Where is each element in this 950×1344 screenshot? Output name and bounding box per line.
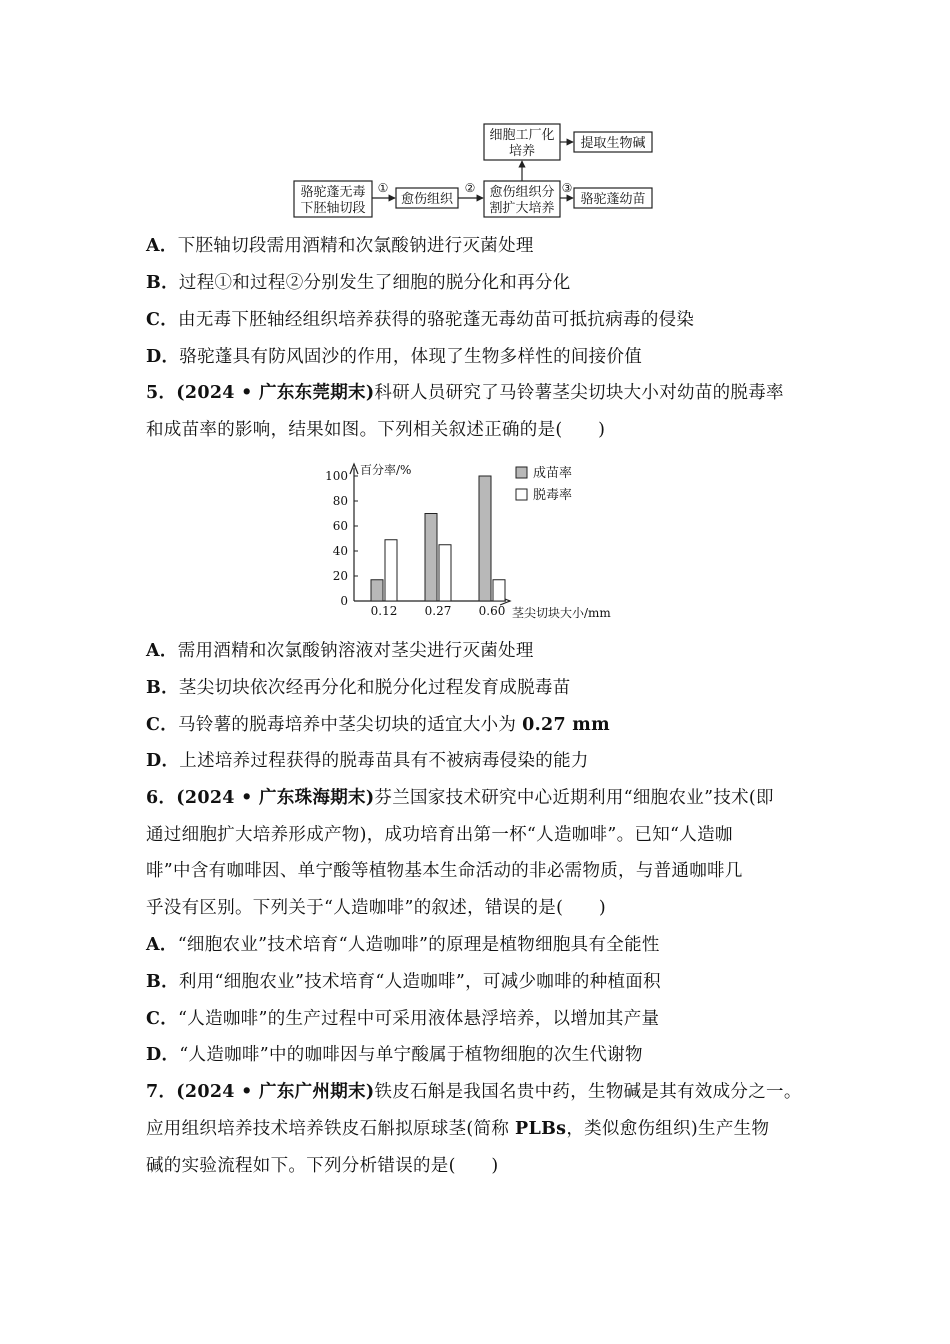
box-top-line1: 细胞工厂化 (489, 128, 555, 143)
y-tick-label: 0 (340, 594, 348, 608)
q6-stem-line2: 通过细胞扩大培养形成产物)，成功培育出第一杯“人造咖啡”。已知“人造咖 (146, 825, 733, 845)
box-split-line1: 愈伤组织分 (489, 185, 555, 200)
bar-chart (0, 460, 950, 620)
box-extract-label: 提取生物碱 (580, 136, 646, 151)
flowchart (0, 0, 950, 230)
y-tick-label: 60 (332, 519, 348, 533)
box-source-line2: 下胚轴切段 (300, 201, 366, 216)
box-top-line2: 培养 (508, 144, 536, 159)
q6-stem-line1: 6．(2024 • 广东珠海期末)芬兰国家技术研究中心近期利用“细胞农业”技术(即 (146, 788, 774, 808)
y-tick-label: 40 (332, 544, 348, 558)
x-tick-label: 0.12 (370, 604, 398, 618)
x-tick-label: 0.27 (424, 604, 452, 618)
step-1-label: ① (377, 181, 389, 195)
bar-virus-free-rate (385, 540, 397, 601)
y-tick-label: 100 (325, 469, 348, 483)
bar-seedling-rate (425, 514, 437, 602)
q6-option-d: D．“人造咖啡”中的咖啡因与单宁酸属于植物细胞的次生代谢物 (146, 1045, 643, 1065)
y-tick-label: 20 (332, 569, 348, 583)
bar-seedling-rate (479, 476, 491, 601)
x-tick-label: 0.60 (478, 604, 506, 618)
box-split-line2: 割扩大培养 (489, 201, 555, 216)
legend-swatch (516, 467, 527, 478)
q5-option-c: C．马铃薯的脱毒培养中茎尖切块的适宜大小为 0.27 mm (146, 715, 610, 735)
box-callus-label: 愈伤组织 (400, 192, 454, 207)
box-seedling-label: 骆驼蓬幼苗 (580, 192, 646, 207)
q5-stem-line2: 和成苗率的影响，结果如图。下列相关叙述正确的是( ) (146, 420, 606, 440)
legend-swatch (516, 489, 527, 500)
q5-stem-line1: 5．(2024 • 广东东莞期末)科研人员研究了马铃薯茎尖切块大小对幼苗的脱毒率 (146, 383, 784, 403)
y-axis-label: 百分率/% (360, 463, 412, 477)
q6-option-b: B．利用“细胞农业”技术培育“人造咖啡”，可减少咖啡的种植面积 (146, 972, 661, 992)
x-axis-label: 茎尖切块大小/mm (512, 606, 611, 620)
q6-option-c: C．“人造咖啡”的生产过程中可采用液体悬浮培养，以增加其产量 (146, 1009, 660, 1029)
q4-option-c: C．由无毒下胚轴经组织培养获得的骆驼蓬无毒幼苗可抵抗病毒的侵染 (146, 310, 695, 330)
bar-virus-free-rate (439, 545, 451, 601)
q5-option-b: B．茎尖切块依次经再分化和脱分化过程发育成脱毒苗 (146, 678, 571, 698)
legend-label: 成苗率 (533, 466, 573, 481)
q7-stem-line1: 7．(2024 • 广东广州期末)铁皮石斛是我国名贵中药，生物碱是其有效成分之一。 (146, 1082, 802, 1102)
q4-option-b: B．过程①和过程②分别发生了细胞的脱分化和再分化 (146, 273, 571, 293)
q5-option-d: D．上述培养过程获得的脱毒苗具有不被病毒侵染的能力 (146, 751, 589, 771)
q4-option-d: D．骆驼蓬具有防风固沙的作用，体现了生物多样性的间接价值 (146, 347, 643, 367)
q4-option-a: A．下胚轴切段需用酒精和次氯酸钠进行灭菌处理 (146, 236, 534, 256)
y-tick-label: 80 (332, 494, 348, 508)
q6-stem-line3: 啡”中含有咖啡因、单宁酸等植物基本生命活动的非必需物质，与普通咖啡几 (146, 861, 743, 881)
step-2-label: ② (464, 181, 476, 195)
bar-seedling-rate (371, 580, 383, 601)
q6-stem-line4: 乎没有区别。下列关于“人造咖啡”的叙述，错误的是( ) (146, 898, 606, 918)
legend-label: 脱毒率 (533, 488, 573, 503)
step-3-label: ③ (561, 181, 573, 195)
q7-stem-line2: 应用组织培养技术培养铁皮石斛拟原球茎(简称 PLBs，类似愈伤组织)生产生物 (146, 1119, 770, 1139)
q5-option-a: A．需用酒精和次氯酸钠溶液对茎尖进行灭菌处理 (146, 641, 534, 661)
bar-virus-free-rate (493, 580, 505, 601)
q6-option-a: A．“细胞农业”技术培育“人造咖啡”的原理是植物细胞具有全能性 (146, 935, 660, 955)
box-source-line1: 骆驼蓬无毒 (300, 185, 366, 200)
q7-stem-line3: 碱的实验流程如下。下列分析错误的是( ) (146, 1156, 499, 1176)
